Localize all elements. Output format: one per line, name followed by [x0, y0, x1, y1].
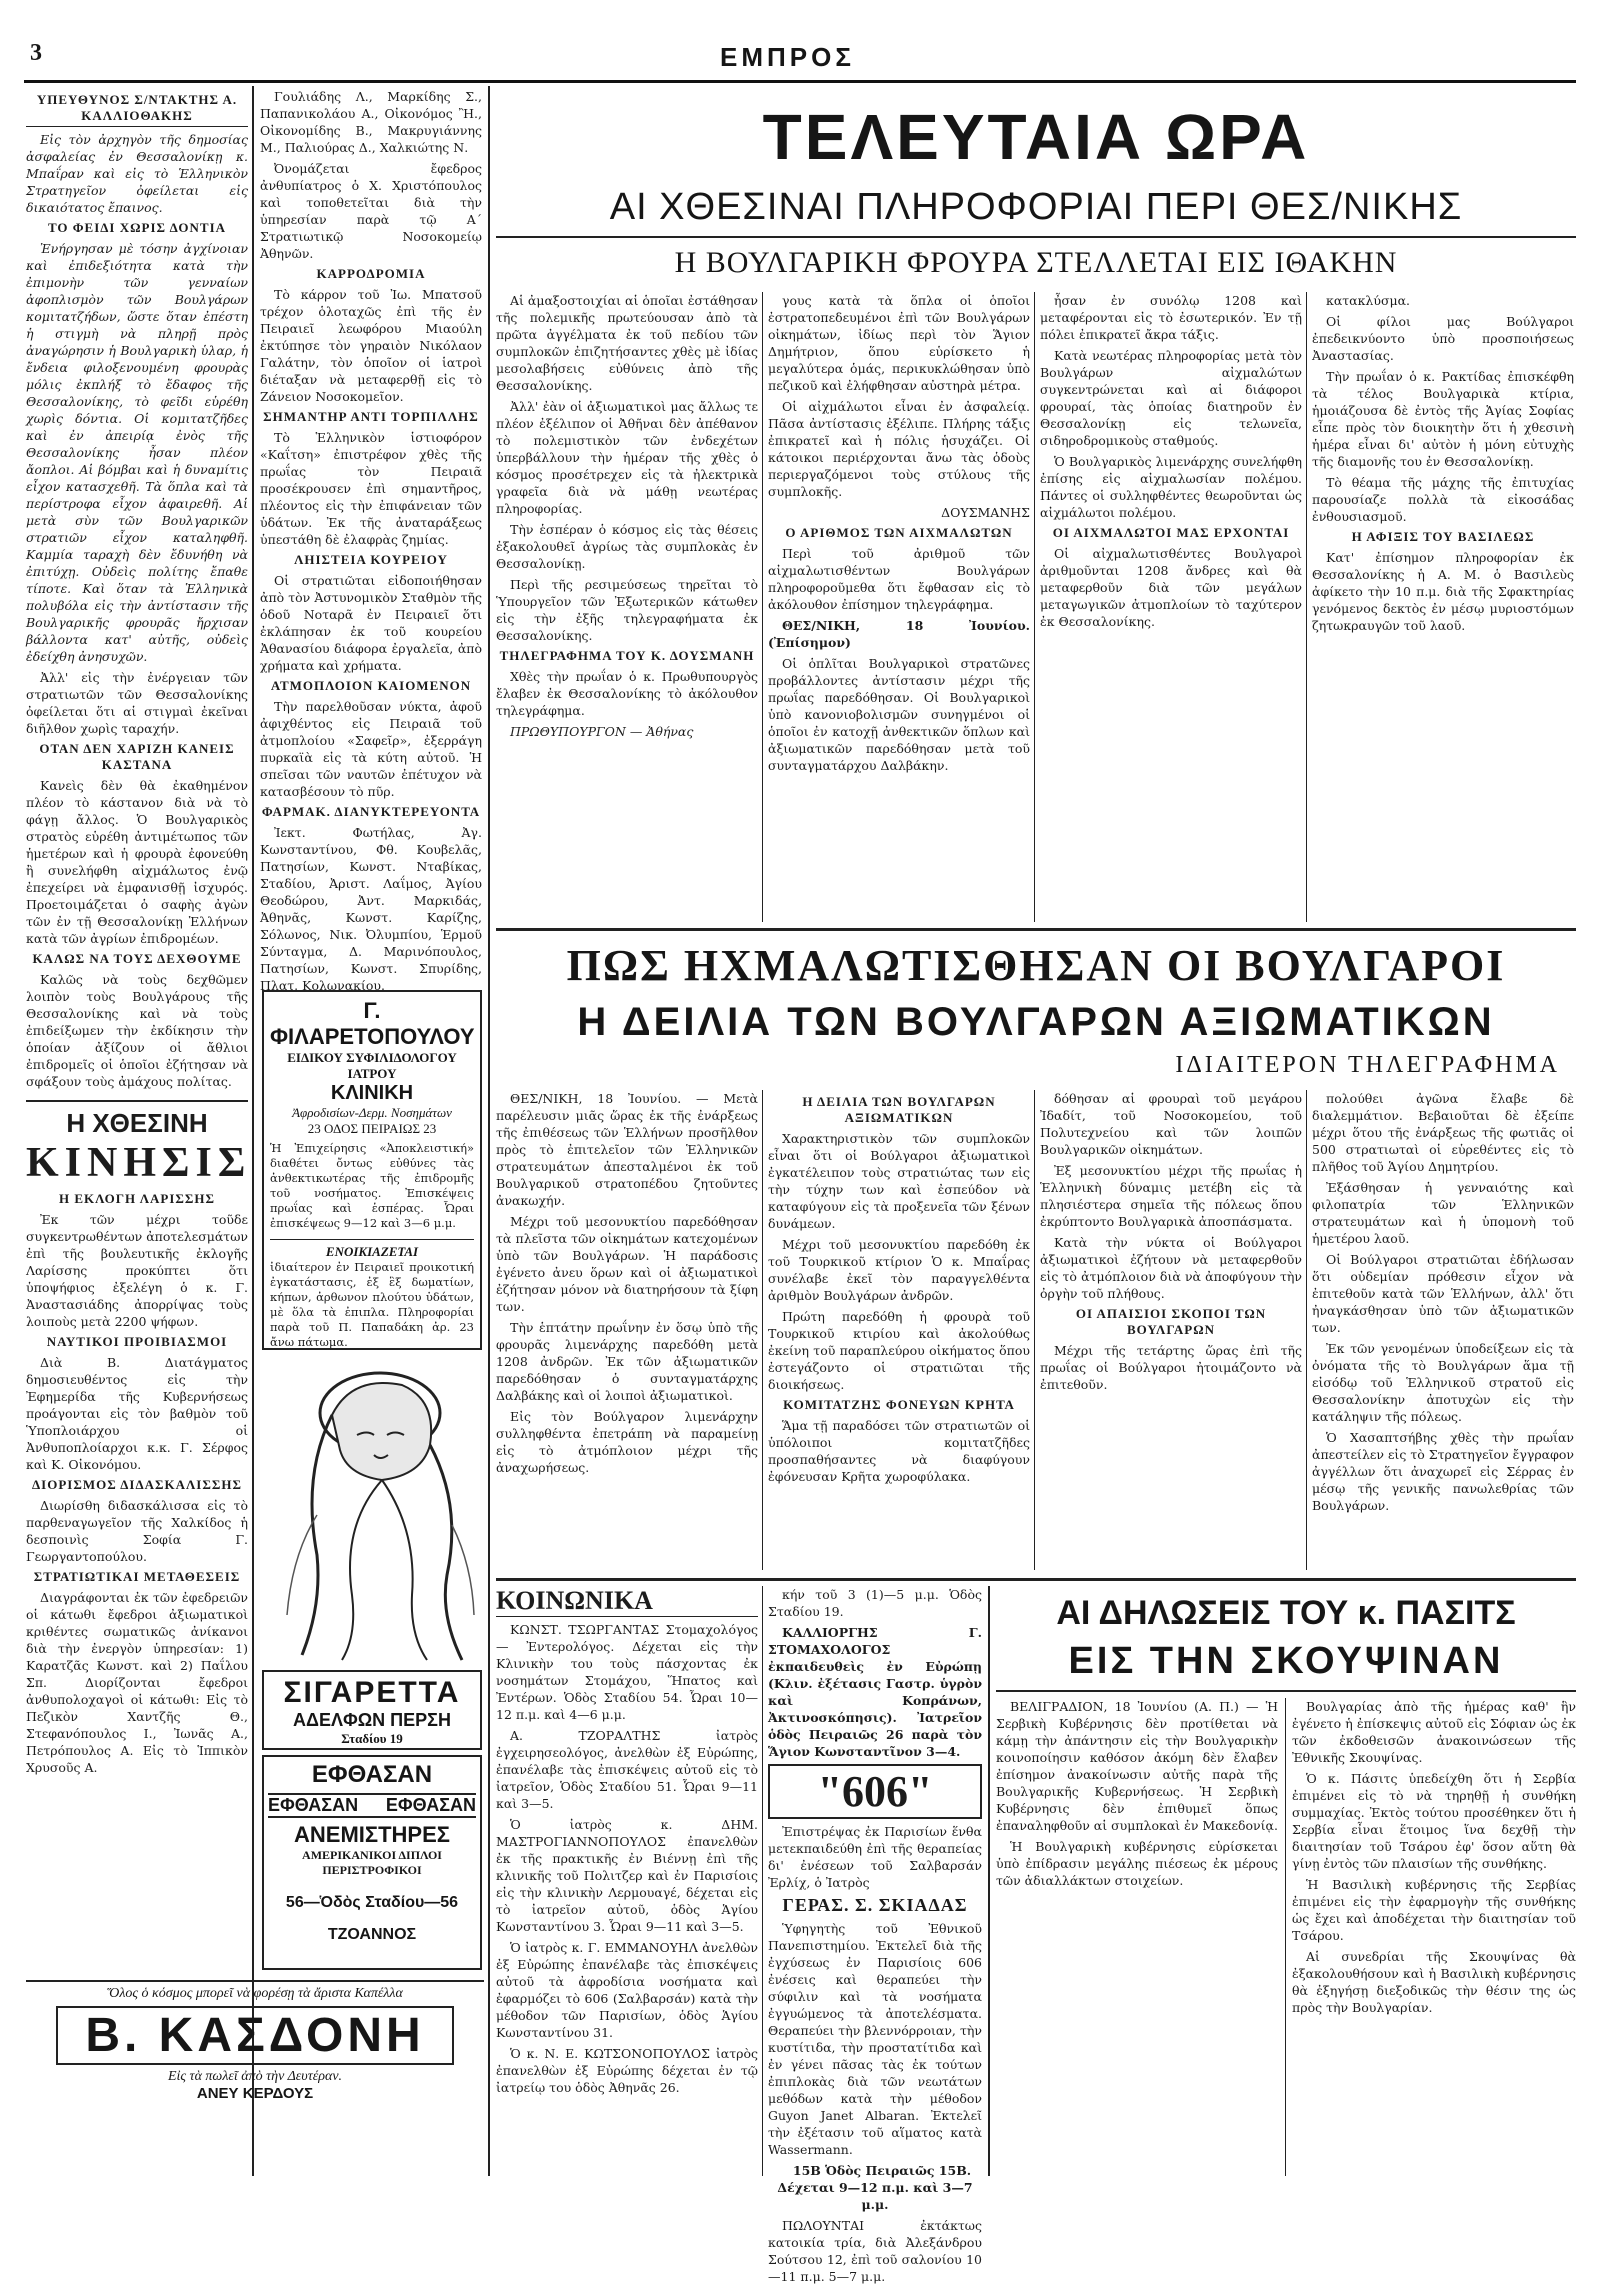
headline-rule	[496, 236, 1576, 238]
paragraph: Κανεὶς δὲν θὰ ἐκαθημένον πλέον τὸ κάστανον διὰ νὰ τὸ φάγῃ ἄλλος. Ὁ Βουλγαρικὸς στρατὸς εὑρέθη ἀντιμέτωπος τῶν ἡμετέρων καὶ ἡ φρουρὰ ἐφονεύθη ἢ συνελήφθη αἰχμάλωτος ἐνῷ ἐπεχείρει νὰ ἐμφανισθῇ ἰσχυρός. Προετοιμάζεται ὁ σαφὴς ἀγὼν τῶν ἐν τῇ Θεσσαλονίκῃ Ἑλλήνων κατὰ τῶν ἀγρίων ἐπιδρομέων.	[26, 778, 248, 946]
subheading: ΣΗΜΑΝΤΗΡ ΑΝΤΙ ΤΟΡΠΙΛΛΗΣ	[263, 409, 479, 424]
ad-street: 23 ΟΔΟΣ ΠΕΙΡΑΙΩΣ 23	[307, 1121, 437, 1136]
dateline: ΘΕΣ/ΝΙΚΗ, 18 Ἰουνίου. (Ἐπίσημον)	[768, 618, 1030, 650]
main-headline: ΤΕΛΕΥΤΑΙΑ ΩΡΑ	[762, 101, 1310, 173]
second-headline: ΠΩΣ ΗΧΜΑΛΩΤΙΣΘΗΣΑΝ ΟΙ ΒΟΥΛΓΑΡΟΙ	[566, 941, 1506, 990]
cigarette-address: Σταδίου 19	[341, 1731, 403, 1746]
paragraph: Ὁ Βουλγαρικὸς λιμενάρχης συνελήφθη ἐπίσης εἰς αἰχμαλωσίαν πολέμου. Πάντες οἱ συλληφθέντες θεωροῦνται ὡς αἰχμάλωτοι πολέμου.	[1040, 454, 1302, 520]
subheading: ΟΤΑΝ ΔΕΝ ΧΑΡΙΖΗ ΚΑΝΕΙΣ ΚΑΣΤΑΝΑ	[39, 741, 235, 772]
medical-ads-column	[768, 1586, 982, 2284]
arrived-label: ΕΦΘΑΣΑΝ	[385, 1795, 476, 1815]
salvarsan-606: "606"	[768, 1764, 982, 1819]
paragraph: Διωρίσθη διδασκάλισσα εἰς τὸ παρθεναγωγεῖον τῆς Χαλκίδος ἡ δεσποινὶς Σοφία Γ. Γεωργαντοπούλου.	[26, 1498, 248, 1564]
paragraph: Αἱ ἀμαξοστοιχίαι αἱ ὁποῖαι ἐστάθησαν τῆς πολεμικῆς πρωτεύουσαν ἀπὸ τὰ πρῶτα ἀγγέλματα ἐκ τοῦ πεδίου τῶν συμπλοκῶν ἐπιζητήσαντες χθὲς μὲ ἰδίας μεσολαβήσεις εὐθύνεις ἀπὸ τῆς Θεσσαλονίκης.	[496, 293, 758, 393]
paragraph: Κατὰ νεωτέρας πληροφορίας μετὰ τὸν Βουλγάρων αἰχμαλώτων συγκεντρώνεται καὶ αἱ διάφοροι φρουραί, τὰς ὁποίας διατηροῦν ἐν Θεσσαλονίκῃ εἰς τελωνεῖα, σιδηροδρομικοὺς σταθμούς.	[1040, 348, 1302, 448]
ad-subtitle: ΕΙΔΙΚΟΥ ΣΥΦΙΛΙΔΟΛΟΓΟΥ ΙΑΤΡΟΥ	[287, 1050, 457, 1081]
social-column	[496, 1586, 758, 2176]
paragraph: Ἐνήργησαν μὲ τόσην ἀγχίνοιαν καὶ ἐπιδεξιότητα κατὰ τὴν ἐπιμονὴν τῶν γενναίων ἀφοπλισμὸν τῶν Βουλγάρων κομιτατζήδων, ὥστε ὅταν ἐπέστη ἡ στιγμὴ νὰ πληρῇ πρὸς ἀναγώρησιν ἡ Βουλγαρικὴ ὑλαρ, ἡ ἔνδεια φιλοξενουμένη φρουρὰς μόλις ἐκπλήξ τὸ ἔδαφος τῆς Θεσσαλονίκης, τὸ φεῖδι εὑρέθη χωρὶς δόντια. Οἱ κομιτατζῆδες καὶ ἐν ἀπειρίᾳ ἐνὸς τῆς Θεσσαλονίκης ἦσαν πλέον ἄοπλοι. Αἱ βόμβαι καὶ ἡ δυναμίτις εἶχον κατασχεθῆ. Τὰ ὅπλα καὶ τὰ περίστροφα εἶχον ἀφαιρεθῆ. Αἱ μετὰ σὺν τῶν Βουλγαρικῶν στρατιῶν εἶχον καταληφθῆ. Καμμία ταραχὴ δὲν ἔδυνήθη νὰ ἐπιτύχῃ. Οὐδεὶς πολίτης ἔπαθε τίποτε. Καὶ ὅταν τὰ Ἑλληνικὰ πολυβόλα εἰς τὴν ἀντίστασιν τῆς Βουλγαρικῆς φρουρᾶς ἤρχισαν βάλλοντα κατ' αὐτῆς, οὐδεὶς ἐδείχθη ἀνησυχῶν.	[26, 241, 248, 664]
subheading: ΤΟ ΦΕΙΔΙ ΧΩΡΙΣ ΔΟΝΤΙΑ	[47, 220, 227, 235]
subheading: ΣΤΡΑΤΙΩΤΙΚΑΙ ΜΕΤΑΘΕΣΕΙΣ	[33, 1569, 241, 1584]
paragraph: Τὸ θέαμα τῆς μάχης τῆς ἐπιτυχίας παρουσίαζε πολλὰ τὰ εἰκοσάδας ἐνθουσιασμοῦ.	[1312, 475, 1574, 524]
cigarette-brand: ΑΔΕΛΦΩΝ ΠΕΡΣΗ	[293, 1710, 451, 1730]
story2-column-1	[496, 1090, 758, 1570]
paragraph: Εἰς τὸν Βούλγαρον λιμενάρχην συλληφθέντα ἐπετράπη νὰ παραμείνῃ εἰς τὸ ἀτμόπλοιον μέχρι τῆς ἀναχωρήσεως.	[496, 1409, 758, 1475]
paragraph: Οἱ αἰχμαλωτισθέντες Βουλγαροὶ ἀριθμοῦνται 1208 ἄνδρες καὶ θὰ μεταφερθοῦν διὰ τῶν μεγάλων μεταγωγικῶν ἀτμοπλοίων τὸ ταχύτερον ἐκ Θεσσαλονίκης.	[1040, 546, 1302, 629]
cigarette-ad	[262, 1670, 482, 1750]
intro-paragraph: Εἰς τὸν ἀρχηγὸν τῆς δημοσίας ἀσφαλείας ἐν Θεσσαλονίκῃ κ. Μπαΐραν καὶ εἰς τὸ Ἑλληνικὸν Στρατηγεῖον ὀφείλεται εἰς δικαιότατος ἔπαινος.	[26, 132, 248, 215]
paragraph: Αἱ συνεδρίαι τῆς Σκουψίνας θὰ ἐξακολουθήσουν καὶ ἡ Βασιλικὴ κυβέρνησις θὰ ἐξηγήσῃ διεξοδικῶς τὴν θέσιν της ὡς πρὸς τὴν Βουλγαρίαν.	[1292, 1949, 1576, 2015]
pasits-rule	[996, 1690, 1576, 1692]
paragraph: Μέχρι τοῦ μεσονυκτίου παρεδόθησαν τὰ πλεῖστα τῶν οἰκημάτων κατεχομένων ὑπὸ τῶν Βουλγάρων. Ἡ παράδοσις ἐγένετο ἀνευ ὅρων καὶ οἱ ἀξιωματικοὶ ἐζήτησαν μόνον νὰ διατηρήσουν τὰ ξίφη των.	[496, 1214, 758, 1314]
paragraph: ἦσαν ἐν συνόλῳ 1208 καὶ μεταφέρονται εἰς τὸ ἐσωτερικόν. Ἐν τῇ πόλει ἐπικρατεῖ ἄκρα τάξις.	[1040, 293, 1302, 342]
paragraph: Πρώτη παρεδόθη ἡ φρουρὰ τοῦ Τουρκικοῦ κτιρίου καὶ ἀκολούθως ἐκείνη τοῦ παραπλεύρου οἰκήματος ὅπου ἐστεγάζοντο οἱ στρατιῶται τῆς διοικήσεως.	[768, 1309, 1030, 1392]
column-divider	[762, 1090, 763, 1570]
pasits-subheadline: ΕΙΣ ΤΗΝ ΣΚΟΥΨΙΝΑΝ	[1068, 1640, 1504, 1682]
paragraph: Περὶ τῆς ρεσιμεύσεως τηρεῖται τὸ Ὑπουργεῖον τῶν Ἐξωτερικῶν κάτωθεν εἰς τὴν ἐξῆς τηλεγραφήματα ἐκ Θεσσαλονίκης.	[496, 577, 758, 643]
paragraph: Οἱ φίλοι μας Βούλγαροι ἐπεδεικνύοντο ὑπὸ προσποιήσεως Ἀναστασίας.	[1312, 314, 1574, 363]
column-divider	[1034, 292, 1035, 922]
subheading: Ο ΑΡΙΘΜΟΣ ΤΩΝ ΑΙΧΜΑΛΩΤΩΝ	[785, 525, 1013, 540]
paragraph: Περὶ τοῦ ἀριθμοῦ τῶν αἰχμαλωτισθέντων Βουλγάρων πληροφοροῦμεθα ὅτι ἔφθασαν εἰς τὸ ἀκόλουθον ἐπίσημον τηλεγράφημα.	[768, 546, 1030, 612]
paragraph: Οἱ ὁπλῖται Βουλγαρικοὶ στρατῶνες προβάλλοντες ἀντίστασιν μέχρι τῆς πρωΐας παρεδόθησαν. Οἱ Βουλγαρικοὶ ὑπὸ κανονιοβολισμῶν συνηγμένοι οἱ ὁποῖοι ἐν κατοχῇ ἀνθεκτικῶν ὅπλων καὶ ἀξιωματικῶν παρεδόθησαν μετὰ τοῦ συνταγματάρχου Δαλβάκην.	[768, 656, 1030, 773]
hat-ad	[26, 1986, 484, 2102]
paragraph: Χθὲς τὴν πρωΐαν ὁ κ. Πρωθυπουργὸς ἔλαβεν ἐκ Θεσσαλονίκης τὸ ἀκόλουθον τηλεγράφημα.	[496, 669, 758, 718]
story2-column-3	[1040, 1090, 1302, 1570]
pasits-column-2	[1292, 1698, 1576, 2176]
cigarette-title: ΣΙΓΑΡΕΤΤΑ	[283, 1676, 461, 1709]
story-column-1	[496, 292, 758, 922]
subheading: ΚΑΛΩΣ ΝΑ ΤΟΥΣ ΔΕΧΘΟΥΜΕ	[32, 951, 242, 966]
subheading: Η ΔΕΙΛΙΑ ΤΩΝ ΒΟΥΛΓΑΡΩΝ ΑΞΙΩΜΑΤΙΚΩΝ	[802, 1094, 996, 1125]
paragraph: Ἐκ τῶν μέχρι τοῦδε συγκεντρωθέντων ἀποτελεσμάτων ἐπὶ τῆς βουλευτικῆς ἐκλογῆς Λαρίσσης προκύπτει ὅτι ὑποψήφιος ἐξελέγη ὁ κ. Γ. Ἀναστασιάδης ἀπορρίψας τοὺς λοιποὺς μετὰ 2200 ψήφων.	[26, 1212, 249, 1329]
ad-title: Γ. ΦΙΛΑΡΕΤΟΠΟΥΛΟΥ	[270, 998, 475, 1049]
paragraph: Διαγράφονται ἐκ τῶν ἐφεδρειῶν οἱ κάτωθι ἔφεδροι ἀξιωματικοὶ κριθέντες σωματικῶς ἀνίκανοι διὰ τὴν ἐνεργὸν ὑπηρεσίαν: 1) Καρατζᾶς Κωνστ. καὶ 2) Παΐλου Σπ. Διορίζονται ἔφεδροι ἀνθυπολοχαγοὶ οἱ κάτωθι: Εἰς τὸ Πεζικὸν Χαντζῆς Θ., Στεφανόπουλος Ι., Ἰωνᾶς Α., Πετρόπουλος Α. Εἰς τὸ Ἱππικὸν Χρυσοῦς Α.	[26, 1590, 248, 1775]
subheading: Η ΕΚΛΟΓΗ ΛΑΡΙΣΣΗΣ	[58, 1191, 216, 1206]
paragraph: Κατὰ τὴν νύκτα οἱ Βούλγαροι ἀξιωματικοὶ ἐζήτουν νὰ μεταφερθοῦν εἰς τὸ ἀτμόπλοιον διὰ νὰ ἀποφύγουν τὴν ὀργὴν τοῦ πλήθους.	[1040, 1235, 1302, 1301]
paragraph: Ὁ ἰατρὸς κ. ΔΗΜ. ΜΑΣΤΡΟΓΙΑΝΝΟΠΟΥΛΟΣ ἐπανελθὼν ἐκ τῆς πρακτικῆς ἐν Βιέννῃ ἐπὶ τῆς κλινικῆς τοῦ Πολιτζερ καὶ ἐν Παρισίοις εἰς τὴν κλινικὴν Λερμουαγέ, δέχεται εἰς τὸ ἰατρεῖον αὐτοῦ, ὁδὸς Ἁγίου Κωνσταντίνου 3. Ὧραι 9—11 καὶ 3—5.	[496, 1817, 758, 1934]
story2-column-2	[768, 1090, 1030, 1570]
fans-title: ΑΝΕΜΙΣΤΗΡΕΣ	[294, 1822, 450, 1847]
column-divider	[1306, 1090, 1307, 1570]
fans-address: 56—Ὁδὸς Σταδίου—56	[285, 1894, 459, 1911]
paragraph: Ὀνομάζεται ἔφεδρος ἀνθυπίατρος ὁ Χ. Χριστόπουλος καὶ τοποθετεῖται διὰ τὴν ὑπηρεσίαν παρὰ τῷ Α΄ Στρατιωτικῷ Νοσοκομείῳ Ἀθηνῶν.	[260, 161, 482, 261]
subheading: ΛΗΙΣΤΕΙΑ ΚΟΥΡΕΙΟΥ	[294, 552, 448, 567]
hat-ad-sub: Εἰς τὰ πωλεῖ ἀπὸ τὴν Δευτέραν.	[167, 2069, 343, 2084]
paragraph: Καλῶς νὰ τοὺς δεχθῶμεν λοιπὸν τοὺς Βουλγάρους τῆς Θεσσαλονίκης καὶ νὰ τοὺς ἐπιδείξωμεν τὴν ἐκδίκησιν τὴν ὁποίαν ἀξίζουν οἱ ἄθλιοι ἐπιδρομεῖς οἱ ὁποῖοι ἐζήτησαν νὰ σφάξουν τοὺς ἀμάχους πολίτας.	[26, 972, 248, 1089]
left-column	[26, 88, 252, 2173]
arrived-label: ΕΦΘΑΣΑΝ	[268, 1795, 359, 1815]
subheading: ΚΟΜΙΤΑΤΖΗΣ ΦΟΝΕΥΩΝ ΚΡΗΤΑ	[783, 1397, 1015, 1412]
kinisis-block	[26, 1100, 252, 1187]
ad-address: Ἀφροδισίων-Δερμ. Νοσημάτων	[292, 1105, 452, 1120]
subheading: Η ΑΦΙΞΙΣ ΤΟΥ ΒΑΣΙΛΕΩΣ	[1351, 529, 1535, 544]
paragraph: γους κατὰ τὰ ὅπλα οἱ ὁποῖοι ἐστρατοπεδευμένοι ἐπὶ τῶν Βουλγάρων οἰκημάτων, ἰδίως περὶ τὸν Ἅγιον Δημήτριον, ὅπου εὑρίσκετο ἡ μεγαλύτερα ὁμάς, περικυκλώθησαν ὑπὸ πεζικοῦ καὶ ἐλήφθησαν αὐστηρὰ μέτρα.	[768, 293, 1030, 393]
paragraph: Ὁ Χασαπτσήβης χθὲς τὴν πρωΐαν ἀπεστείλεν εἰς τὸ Στρατηγεῖον ἔγγραφον ἀγγέλλων ὅτι ἀναχωρεῖ εἰς Σέρρας ἐν μέσῳ τῆς γενικῆς πανωλεθρίας τῶν Βουλγάρων.	[1312, 1430, 1574, 1513]
paragraph: Χαρακτηριστικὸν τῶν συμπλοκῶν εἶναι ὅτι οἱ Βούλγαροι ἀξιωματικοὶ ἐγκατέλειπον τοὺς στρατιώτας των εἰς τὴν τύχην των καὶ ἐσπεύδον νὰ καταφύγουν εἰς τὰ προξενεῖα τῶν ξένων δυνάμεων.	[768, 1131, 1030, 1231]
paragraph: κήν τοῦ 3 (1)—5 μ.μ. Ὁδὸς Σταδίου 19.	[768, 1587, 982, 1619]
telegram-label: ΙΔΙΑΙΤΕΡΟΝ ΤΗΛΕΓΡΑΦΗΜΑ	[1175, 1052, 1560, 1078]
social-heading: ΚΟΙΝΩΝΙΚΑ	[496, 1586, 758, 1617]
paragraph: Τὸ κάρρον τοῦ Ἰω. Μπατσοῦ τρέχον ὁλοταχῶς ἐπὶ τῆς ἐν Πειραιεῖ λεωφόρου Μιαούλη ἐκτύπησε τὸν γηραιὸν Νικόλαον Γαλάτην, τὸν ὁποῖον οἱ ἱατροὶ διέταξαν νὰ μεταφερθῇ εἰς τὸ Ζάνειον Νοσοκομεῖον.	[260, 287, 482, 404]
paragraph: Ἐπιστρέψας ἐκ Παρισίων ἕνθα μετεκπαιδεύθη ἐπὶ τῆς θεραπείας δι' ἐνέσεων τοῦ Σαλβαρσάν Ἐρλίχ, ὁ Ἰατρὸς	[768, 1824, 982, 1890]
paragraph: Γουλιάδης Λ., Μαρκίδης Σ., Παπανικολάου Α., Οἰκονόμος Ἢ., Οἰκονομίδης Β., Μακρυγιάννης Μ., Παλιούρας Δ., Χαλκιώτης Ν.	[260, 89, 482, 155]
page-number: 3	[30, 40, 42, 66]
pasits-headline: ΑΙ ΔΗΛΩΣΕΙΣ ΤΟΥ κ. ΠΑΣΙΤΣ	[1056, 1594, 1516, 1632]
subheading: ΚΑΡΡΟΔΡΟΜΙΑ	[316, 266, 426, 281]
paragraph: Ἰεκτ. Φωτήλας, Ἀγ. Κωνσταντίνου, Φθ. Κουβελᾶς, Πατησίων, Κωνστ. Νταβίκας, Σταδίου, Ἀριστ. Λαΐμος, Ἀγίου Θεοδώρου, Ἀντ. Μαρκιδάς, Ἀθηνᾶς, Κωνστ. Καρίζης, Σόλωνος, Νικ. Ὀλυμπίου, Ἑρμοῦ Σύνταγμα, Δ. Μαρινόπουλος, Πατησίων, Κωνστ. Σπυρίδης, Πλατ. Κολωνακίου.	[260, 825, 482, 993]
pasits-column-1	[996, 1698, 1278, 2176]
column-divider	[1306, 292, 1307, 922]
subheading: ΔΙΟΡΙΣΜΟΣ ΔΙΔΑΣΚΑΛΙΣΣΗΣ	[32, 1477, 242, 1492]
paragraph: ΠΩΛΟΥΝΤΑΙ ἐκτάκτως κατοικία τρία, διὰ Ἀλεξάνδρου Σούτσου 12, ἐπὶ τοῦ σαλονίου 10—11 π.μ. 5—7 μ.μ.	[768, 2218, 982, 2284]
subheading: ΑΤΜΟΠΛΟΙΟΝ ΚΑΙΟΜΕΝΟΝ	[270, 678, 472, 693]
sub-headline-2: Η ΒΟΥΛΓΑΡΙΚΗ ΦΡΟΥΡΑ ΣΤΕΛΛΕΤΑΙ ΕΙΣ ΙΘΑΚΗΝ	[674, 246, 1398, 279]
paragraph: Α. ΤΖΟΡΑΛΤΗΣ ἰατρὸς ἐγχειρησεολόγος, ἀνελθὼν ἐξ Εὐρώπης, ἐπανέλαβε τὰς ἐπισκέψεις αὐτοῦ εἰς τὸ ἰατρεῖον, Ὁδὸς Σταδίου 51. Ὧραι 9—11 καὶ 3—5.	[496, 1728, 758, 1811]
paragraph: Διὰ Β. Διατάγματος δημοσιευθέντος εἰς τὴν Ἐφημερίδα τῆς Κυβερνήσεως προάγονται εἰς τὸν βαθμὸν τοῦ Ὑποπλοιάρχου οἱ Ἀνθυποπλοίαρχοι κ.κ. Γ. Σέρφος καὶ Κ. Οἰκονόμου.	[26, 1355, 248, 1472]
paragraph: Κατ' ἐπίσημον πληροφορίαν ἐκ Θεσσαλονίκης ἡ Α. Μ. ὁ Βασιλεὺς ἀφίκετο τὴν 10 π.μ. διὰ τῆς Σφακτηρίας γενόμενος δεκτὸς ἐν μέσῳ μυριοστόμων ζητωκραυγῶν τοῦ λαοῦ.	[1312, 550, 1574, 633]
footer-rule	[26, 1980, 484, 1982]
paragraph: Τὸ Ἑλληνικὸν ἱστιοφόρον «Καΐτση» ἐπιστρέφον χθὲς τῆς πρωΐας τὸν Πειραιᾶ προσέκρουσεν ἐπὶ σημαντῆρος, πλέοντος εἰς τὴν ἐπιφάνειαν τῶν ὑδάτων. Ἐκ τῆς ἀναταράξεως ὑπεστάθη δὲ ἐλαφρὰς ζημίας.	[260, 430, 482, 547]
doctor-name: ΓΕΡΑΣ. Σ. ΣΚΙΑΔΑΣ	[782, 1895, 968, 1915]
paragraph: Μέχρι τοῦ μεσονυκτίου παρεδόθη ἐκ τοῦ Τουρκικοῦ κτίριον Ὁ κ. Μπαΐρας συνέλαβε ἐκεῖ τὸν παραγγελθέντα ἀριθμὸν Βουλγάρων ἀνδρῶν.	[768, 1237, 1030, 1303]
story-column-3	[1040, 292, 1302, 922]
paragraph: πολούθει ἀγῶνα ἔλαβε δὲ διαλεμμάτιον. Βεβαιοῦται δὲ ἐξείπε μέχρι ὅτου τῆς ἐνάρξεως τῆς φωτιᾶς οἱ 500 στρατιωταὶ οἱ εὑρεθέντες εἰς τὸ πλῆθος τοῦ Ἁγίου Δημητρίου.	[1312, 1091, 1574, 1174]
doctor-ad	[262, 990, 482, 1350]
column-divider	[1034, 1090, 1035, 1570]
signature: ΠΡΩΘΥΠΟΥΡΓΟΝ — Ἀθήνας	[510, 724, 694, 739]
kinisis-title: ΚΙΝΗΣΙΣ	[26, 1140, 252, 1186]
column-divider	[252, 86, 254, 2176]
paragraph: ΘΕΣ/ΝΙΚΗ, 18 Ἰουνίου. — Μετὰ παρέλευσιν μιᾶς ὥρας ἐκ τῆς ἐνάρξεως τῆς ἐπιθέσεως τῶν Ἑλλήνων προσῆλθον πρὸς τὸ ἐπιτελεῖον τῶν Ἑλληνικῶν στρατευμάτων ἀπεσταλμένοι ἐκ τοῦ Βουλγαρικοῦ στρατοπέδου ζητοῦντες ἀνακωχήν.	[496, 1091, 758, 1208]
paragraph: Τὴν πρωΐαν ὁ κ. Ρακτίδας ἐπισκέφθη τὰ τέλος Βουλγαρικὰ κτίρια, ἡμοιάζουσα δὲ ἐντὸς τῆς Ἁγίας Σοφίας εἶπε πρὸς τὸν διοικητὴν ὅτι ἡ χθεσινὴ ἡμέρα εἶναι δι' αὐτὸν ἡ μόνη εὐτυχὴς τῆς διαμονῆς του ἐν Θεσσαλονίκῃ.	[1312, 369, 1574, 469]
hat-ad-line: Ὅλος ὁ κόσμος μπορεῖ νὰ φορέσῃ τὰ ἄριστα Καπέλλα	[107, 1986, 403, 2001]
sub-headline: ΑΙ ΧΘΕΣΙΝΑΙ ΠΛΗΡΟΦΟΡΙΑΙ ΠΕΡΙ ΘΕΣ/ΝΙΚΗΣ	[609, 186, 1463, 228]
signature: ΔΟΥΣΜΑΝΗΣ	[941, 505, 1030, 520]
paragraph: Ἐκ τῶν γενομένων ὑποδείξεων εἰς τὰ ὀνόματα τῆς τὸ Βουλγάρων ἅμα τῇ εἰσόδῳ τοῦ Ἑλληνικοῦ στρατοῦ εἰς Θεσσαλονίκην ἀποτυχὼν εἰς τὴν κατάληψιν τῆς πόλεως.	[1312, 1341, 1574, 1424]
masthead-rule	[24, 80, 1576, 83]
fans-subtitle: ΑΜΕΡΙΚΑΝΙΚΟΙ ΔΙΠΛΟΙ ΠΕΡΙΣΤΡΟΦΙΚΟΙ	[302, 1848, 442, 1877]
rent-title: ΕΝΟΙΚΙΑΖΕΤΑΙ	[270, 1239, 474, 1260]
paragraph: ΒΕΛΙΓΡΑΔΙΟΝ, 18 Ἰουνίου (Α. Π.) — Ἡ Σερβικὴ Κυβέρνησις δὲν προτίθεται νὰ κάμῃ τὴν ἀπάντησιν εἰς τὴν Βουλγαρικὴν κοινοποίησιν καθόσον ἀκόμη δὲν ἔλαβεν ἐπίσημον ἀνακοίνωσιν αὐτῆς παρὰ τῆς Βουλγαρικῆς Κυβερνήσεως. Ἡ Σερβικὴ Κυβέρνησις δὲν ἐπιθυμεῖ ὅπως ἐπαναληφθοῦν αἱ συμπλοκαὶ ἐν Μακεδονίᾳ.	[996, 1699, 1278, 1833]
paragraph: Ὁ κ. Πάσιτς ὑπεδείχθη ὅτι ἡ Σερβία ἐπιμένει εἰς τὸ νὰ τηρηθῇ ἡ συνθήκη συμμαχίας. Ἐκτὸς τούτου προσέθηκεν ὅτι ἡ Σερβία εἶναι ἕτοιμος ἵνα δεχθῇ τὴν διαιτησίαν τοῦ Τσάρου ἐφ' ὅσον αὕτη θὰ γίνῃ ἐντὸς τῶν πλαισίων τῆς συνθήκης.	[1292, 1771, 1576, 1871]
paragraph: Οἱ αἰχμάλωτοι εἶναι ἐν ἀσφαλείᾳ. Πᾶσα ἀντίστασις ἐξέλιπε. Πλήρης τάξις ἐπικρατεῖ καὶ ἡ πόλις ἡσυχάζει. Οἱ κάτοικοι περιέρχονται ἄνω τὰς ὁδοὺς περιεργαζόμενοι τοὺς στύλους τῆς συμπλοκῆς.	[768, 399, 1030, 499]
paragraph: Ἀλλ' εἰς τὴν ἐνέργειαν τῶν στρατιωτῶν τῶν Θεσσαλονίκης ὀφείλεται ὅτι αἱ στιγμαὶ ἐκεῖναι διῆλθον χωρὶς ταραχήν.	[26, 670, 248, 736]
paragraph: Τὴν ἑσπέραν ὁ κόσμος εἰς τὰς θέσεις ἐξακολουθεῖ ἀγρίως τὰς συμπλοκὰς ἐν Θεσσαλονίκῃ.	[496, 522, 758, 571]
paragraph: Τὴν παρελθοῦσαν νύκτα, ἀφοῦ ἀφιχθέντος εἰς Πειραιᾶ τοῦ ἀτμοπλοίου «Σαφεῖρ», ἐξερράγη πυρκαϊὰ εἰς τὰ κύτη αὐτοῦ. Ἡ σπεῖσαι τῶν ναυτῶν ἐπέτυχον νὰ κατασβέσουν τὸ πῦρ.	[260, 699, 482, 799]
ad-body: Ἡ Ἐπιχείρησις «Ἀποκλειστική» διαθέτει ὄντως εὐθύνες τὰς ἀνθεκτικωτέρας τῆς ἐπιδρομῆς τοῦ νοσήματος. Ἐπισκέψεις πρωΐας καὶ ἑσπέρας. Ὧραι ἐπισκέψεως 9—12 καὶ 3—6 μ.μ.	[270, 1141, 474, 1230]
paragraph: Ὑφηγητὴς τοῦ Ἐθνικοῦ Πανεπιστημίου. Ἐκτελεῖ διὰ τῆς ἐγχύσεως ἐν Παρισίοις 606 ἐνέσεις καὶ θεραπεύει τὴν σύφιλιν καὶ τὰ νοσήματα ἐγγυώμενος τὰ ἀποτελέσματα. Θεραπεύει τὴν βλεννόρροιαν, τὴν κυστίτιδα, τὴν προστατίτιδα καὶ ἐν γένει πᾶσας τὰς ἐκ τούτων ἐπιπλοκὰς διὰ τῶν νεωτάτων μεθόδων κατὰ τὴν μέθοδον Guyon Janet Albaran. Ἐκτελεῖ τὴν ἐξέτασιν τοῦ αἵματος κατὰ Wassermann.	[768, 1921, 982, 2157]
paragraph: Μέχρι τῆς τετάρτης ὥρας ἐπὶ τῆς πρωΐας οἱ Βούλγαροι ἠτοιμάζοντο νὰ ἐπιτεθοῦν.	[1040, 1343, 1302, 1392]
paragraph: Ὁ ἰατρὸς κ. Γ. ΕΜΜΑΝΟΥΗΛ ἀνελθὼν ἐξ Εὐρώπης ἐπανέλαβε τὰς ἐπισκέψεις αὐτοῦ τὰ ἀφροδίσια νοσήματα καὶ ἐφαρμόζει τὸ 606 (Σαλβαρσάν) κατὰ τὴν μέθοδον τῶν Παρισίων, ὁδὸς Ἁγίου Κωνσταντίνου 31.	[496, 1940, 758, 2040]
second-subheadline: Η ΔΕΙΛΙΑ ΤΩΝ ΒΟΥΛΓΑΡΩΝ ΑΞΙΩΜΑΤΙΚΩΝ	[577, 1000, 1495, 1044]
paragraph: Ἡ Βουλγαρικὴ κυβέρνησις εὑρίσκεται ὑπὸ ἐπίδρασιν μεγάλης πιέσεως ἐκ μέρους τῶν ἀδιαλλάκτων στοιχείων.	[996, 1839, 1278, 1888]
subheading: ΦΑΡΜΑΚ. ΔΙΑΝΥΚΤΕΡΕΥΟΝΤΑ	[261, 804, 481, 819]
subheading: ΝΑΥΤΙΚΟΙ ΠΡΟΙΒΙΑΣΜΟΙ	[46, 1334, 228, 1349]
subheading: ΤΗΛΕΓΡΑΦΗΜΑ ΤΟΥ Κ. ΔΟΥΣΜΑΝΗ	[499, 648, 755, 663]
second-column	[260, 88, 482, 993]
story-rule	[496, 928, 1576, 931]
column-divider	[1285, 1698, 1286, 2176]
paragraph: Οἱ Βούλγαροι στρατιῶται ἐδήλωσαν ὅτι οὐδεμίαν πρόθεσιν εἶχον νὰ ἐπιτεθοῦν κατὰ τῶν Ἑλλήνων, ἀλλ' ὅτι ἠναγκάσθησαν ὑπὸ τῶν ἀξιωματικῶν των.	[1312, 1252, 1574, 1335]
paragraph: δόθησαν αἱ φρουραὶ τοῦ μεγάρου Ἰδαδίτ, τοῦ Νοσοκομείου, τοῦ Πολυτεχνείου καὶ τῶν λοιπῶν Βουλγαρικῶν οἰκημάτων.	[1040, 1091, 1302, 1157]
woman-portrait-illustration	[262, 1355, 482, 1665]
bottom-rule	[496, 1578, 1576, 1581]
column-divider	[988, 1586, 990, 2176]
subheading: ΟΙ ΑΙΧΜΑΛΩΤΟΙ ΜΑΣ ΕΡΧΟΝΤΑΙ	[1052, 525, 1290, 540]
column-divider	[488, 86, 490, 2176]
paragraph: 15Β Ὁδὸς Πειραιῶς 15Β. Δέχεται 9—12 π.μ. καὶ 3—7 μ.μ.	[777, 2163, 973, 2212]
paragraph: Βουλγαρίας ἀπὸ τῆς ἡμέρας καθ' ἣν ἐγένετο ἡ ἐπίσκεψις αὐτοῦ εἰς Σόφιαν ὡς ἐκ τῶν ἐκδοθεισῶν ἀνακοινώσεων τῆς Ἐθνικῆς Σκουψίνας.	[1292, 1699, 1576, 1765]
paragraph: Ἐξάσθησαν ἡ γενναιότης καὶ φιλοπατρία τῶν Ἑλληνικῶν στρατευμάτων καὶ ἡ ὑπομονὴ τοῦ ἡμετέρου λαοῦ.	[1312, 1180, 1574, 1246]
column-divider	[762, 1586, 763, 2176]
fans-ad	[262, 1755, 482, 1970]
story2-column-4	[1312, 1090, 1574, 1570]
paragraph: Οἱ στρατιῶται εἰδοποιήθησαν ἀπὸ τὸν Ἀστυνομικὸν Σταθμὸν τῆς ὁδοῦ Νοταρᾶ ἐν Πειραιεῖ ὅτι ἐκλάπησαν ἐκ τοῦ κουρείου Ἀθανασίου διάφορα ἐργαλεῖα, ἀπὸ χρήματα καὶ χρήματα.	[260, 573, 482, 673]
hat-ad-sub2: ΑΝΕΥ ΚΕΡΔΟΥΣ	[196, 2085, 314, 2102]
paragraph: ΚΑΛΛΙΟΡΓΗΣ Γ. ΣΤΟΜΑΧΟΛΟΓΟΣ ἐκπαιδευθεὶς ἐν Εὐρώπῃ (Κλιν. ἐξέτασις Γαστρ. ὑγρὸν καὶ Κοπράνων, Ἀκτινοσκόπησις). Ἰατρεῖον ὁδὸς Πειραιῶς 26 παρὰ τὸν Ἅγιον Κωνσταντῖνον 3—4.	[768, 1625, 982, 1759]
story-column-4	[1312, 292, 1574, 922]
paragraph: Ἅμα τῇ παραδόσει τῶν στρατιωτῶν οἱ ὑπόλοιποι κομιτατζῆδες προσπαθήσαντες νὰ διαφύγουν ἐφόνευσαν Κρῆτα χωροφύλακα.	[768, 1418, 1030, 1484]
editor-heading: ΥΠΕΥΘΥΝΟΣ Σ/ΝΤΑΚΤΗΣ Α. ΚΑΛΛΙΟΘΑΚΗΣ	[26, 92, 248, 127]
hat-ad-name: Β. ΚΑΣΔΟΝΗ	[56, 2006, 454, 2065]
paragraph: Ἀλλ' ἐὰν οἱ ἀξιωματικοὶ μας ἄλλως τε πλέον ἐξέλιπον οἱ Ἀθῆναι δὲν ἀπέθανον τὸ πολεμιστικὸν τῶν ἐνδεχέτων ὑπερβάλλουν τὴν ἡμέραν τῆς χθὲς ὁ κόσμος προσέτρεχεν εἰς τὰ ἠλεκτρικὰ γραφεῖα διὰ νὰ μάθῃ νεωτέρας πληροφορίας.	[496, 399, 758, 516]
paragraph: Ὁ κ. Ν. Ε. ΚΩΤΣΟΝΟΠΟΥΛΟΣ ἰατρὸς ἐπανελθὼν ἐξ Εὐρώπης δέχεται ἐν τῷ ἰατρείῳ του ὁδὸς Ἀθηνᾶς 26.	[496, 2046, 758, 2095]
paragraph: Ἐξ μεσονυκτίου μέχρι τῆς πρωΐας ἡ Ἑλληνικὴ δύναμις μετέβη εἰς τὰ πλησιέστερα σημεῖα τῆς πόλεως ὅπου ἐκρύπτοντο Βουλγαρικὰ ἀποσπάσματα.	[1040, 1163, 1302, 1229]
story-column-2	[768, 292, 1030, 922]
column-divider	[762, 292, 763, 922]
kinisis-top: Η ΧΘΕΣΙΝΗ	[66, 1108, 208, 1138]
paragraph: κατακλύσμα.	[1326, 293, 1411, 308]
arrived-row	[268, 1793, 476, 1818]
paragraph: Ἡ Βασιλικὴ κυβέρνησις τῆς Σερβίας ἐπιμένει εἰς τὴν ἐφαρμογὴν τῆς συνθήκης ὡς ἔχει καὶ ἀποδέχεται τὴν διαιτησίαν τοῦ Τσάρου.	[1292, 1877, 1576, 1943]
paragraph: ΚΩΝΣΤ. ΤΣΩΡΓΑΝΤΑΣ Στομαχολόγος — Ἐντερολόγος. Δέχεται εἰς τὴν Κλινικὴν του τοὺς πάσχοντας ἐκ νοσημάτων Στομάχου, Ἥπατος καὶ Ἐντέρων. Ὁδὸς Σταδίου 54. Ὧραι 10—12 π.μ. καὶ 4—6 μ.μ.	[496, 1622, 758, 1722]
ad-clinic: ΚΛΙΝΙΚΗ	[330, 1082, 414, 1104]
fans-seller: ΤΖΟΑΝΝΟΣ	[327, 1926, 417, 1943]
paragraph: Τὴν ἑπτάτην πρωΐνην ἐν ὅσῳ ὑπὸ τῆς φρουρᾶς λιμενάρχης παρεδόθη μετὰ 1208 ἀνδρῶν. Ἐκ τῶν ἀξιωματικῶν παρεδόθησαν ὁ συνταγματάρχης Δαλβάκης καὶ οἱ λοιποὶ ἀξιωματικοὶ.	[496, 1320, 758, 1403]
subheading: ΟΙ ΑΠΑΙΣΙΟΙ ΣΚΟΠΟΙ ΤΩΝ ΒΟΥΛΓΑΡΩΝ	[1075, 1306, 1267, 1337]
arrived-label: ΕΦΘΑΣΑΝ	[311, 1761, 433, 1788]
paper-name: ΕΜΠΡΟΣ	[720, 42, 855, 72]
rent-body: ἰδιαίτερον ἐν Πειραιεῖ προικοτική ἐγκατάστασις, ἐξ ἓξ δωματίων, κήπων, ἀρθωνον πλούτου ὑδάτων, μὲ ὅλα τὰ ἐπιπλα. Πληροφορίαι παρὰ τοῦ Π. Παπαδάκη ἀρ. 23 ἄνω πάτωμα.	[270, 1260, 474, 1349]
